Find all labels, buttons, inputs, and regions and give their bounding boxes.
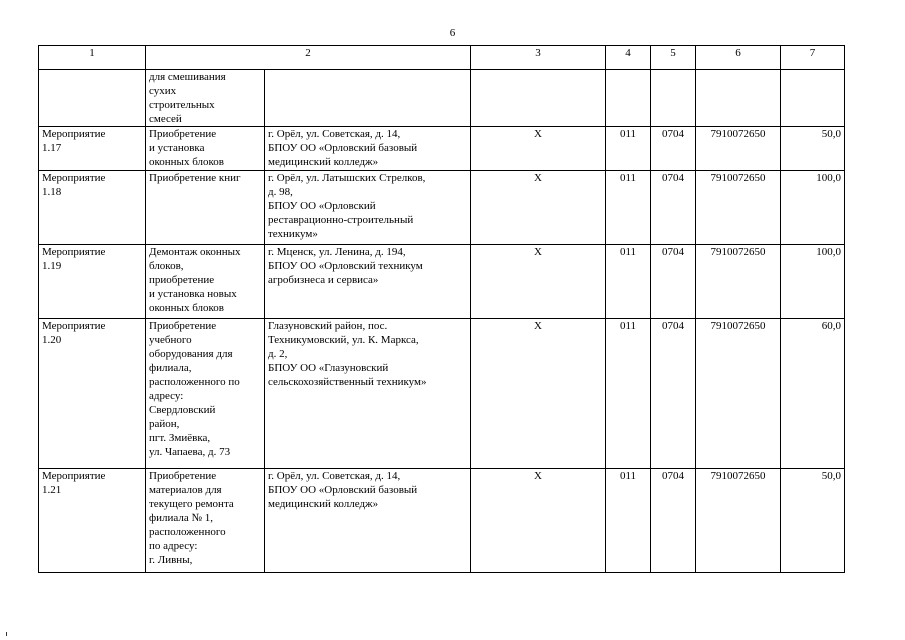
address-cell-line: реставрационно-строительный [268,214,414,226]
header-cell: 7 [781,46,845,70]
measure-action-cell-line: район, [149,418,180,430]
measure-action-cell-line: Приобретение [149,470,217,482]
measure-name-cell [39,469,146,573]
measure-action-cell-line: адресу: [149,390,184,402]
address-cell [265,319,471,469]
header-cell: 6 [696,46,781,70]
measure-action-cell [146,127,265,171]
col3-cell: Х [471,469,606,573]
address-cell-line: сельскохозяйственный техникум» [268,376,427,388]
measure-action-cell-line: пгт. Змиёвка, [149,432,211,444]
measure-action-cell-line: филиала № 1, [149,512,213,524]
measure-action-cell-line: Приобретение [149,320,217,332]
code-cell: 7910072650 [696,127,781,171]
address-cell-line: агробизнеса и сервиса» [268,274,379,286]
col4-cell: 011 [606,469,651,573]
header-row [39,46,845,70]
measure-name-cell-line: 1.20 [42,334,62,346]
measure-action-cell-line: расположенного [149,526,226,538]
col5-cell: 0704 [651,171,696,245]
address-cell-line: БПОУ ОО «Орловский базовый [268,142,418,154]
measure-name-cell-line: Мероприятие [42,246,106,258]
measure-name-cell-line: Мероприятие [42,320,106,332]
measure-name-cell-line: Мероприятие [42,172,106,184]
address-cell-line: БПОУ ОО «Глазуновский [268,362,389,374]
address-cell [265,245,471,319]
col4-cell: 011 [606,319,651,469]
measure-name-cell [39,127,146,171]
col3-cell [471,70,606,127]
measure-name-cell [39,319,146,469]
measure-action-cell-line: ул. Чапаева, д. 73 [149,446,231,458]
address-cell-line: БПОУ ОО «Орловский базовый [268,484,418,496]
measure-action-cell-line: и установка новых [149,288,237,300]
col5-cell: 0704 [651,127,696,171]
col3-cell: Х [471,319,606,469]
measure-action-cell-line: смесей [149,113,182,125]
header-cell: 5 [651,46,696,70]
measure-action-cell-line: материалов для [149,484,222,496]
address-cell-line: г. Мценск, ул. Ленина, д. 194, [268,246,406,258]
address-cell-line: г. Орёл, ул. Советская, д. 14, [268,470,401,482]
amount-cell: 100,0 [781,245,845,319]
measure-action-cell-line: блоков, [149,260,184,272]
measure-action-cell-line: расположенного по [149,376,240,388]
address-cell [265,469,471,573]
address-cell-line: г. Орёл, ул. Советская, д. 14, [268,128,401,140]
address-cell-line: техникум» [268,228,318,240]
measure-name-cell-line: 1.19 [42,260,62,272]
measure-action-cell [146,171,265,245]
table-row [39,319,845,469]
amount-cell: 50,0 [781,127,845,171]
address-cell [265,171,471,245]
measure-action-cell-line: сухих [149,85,177,97]
address-cell-line: медицинский колледж» [268,498,379,510]
address-cell [265,127,471,171]
measure-action-cell-line: Приобретение [149,128,217,140]
table-row [39,245,845,319]
address-cell-line: медицинский колледж» [268,156,379,168]
table-row [39,171,845,245]
measure-action-cell-line: оборудования для [149,348,233,360]
col4-cell: 011 [606,245,651,319]
measure-action-cell [146,469,265,573]
measure-action-cell [146,245,265,319]
col5-cell: 0704 [651,469,696,573]
code-cell: 7910072650 [696,469,781,573]
measure-action-cell-line: Демонтаж оконных [149,246,241,258]
measure-name-cell-line: 1.18 [42,186,62,198]
col3-cell: Х [471,127,606,171]
col4-cell [606,70,651,127]
measure-action-cell-line: учебного [149,334,192,346]
header-cell: 2 [146,46,471,70]
header-cell: 3 [471,46,606,70]
address-cell-line: д. 98, [268,186,293,198]
budget-table [38,45,845,573]
address-cell [265,70,471,127]
measure-action-cell-line: приобретение [149,274,215,286]
col4-cell: 011 [606,171,651,245]
amount-cell: 60,0 [781,319,845,469]
col3-cell: Х [471,171,606,245]
address-cell-line: БПОУ ОО «Орловский техникум [268,260,423,272]
col5-cell: 0704 [651,245,696,319]
scan-mark [6,632,7,636]
measure-action-cell-line: оконных блоков [149,302,224,314]
measure-action-cell-line: филиала, [149,362,192,374]
address-cell-line: Глазуновский район, пос. [268,320,388,332]
address-cell-line: БПОУ ОО «Орловский [268,200,376,212]
measure-name-cell [39,245,146,319]
code-cell [696,70,781,127]
col5-cell: 0704 [651,319,696,469]
measure-action-cell-line: строительных [149,99,215,111]
measure-action-cell-line: для смешивания [149,71,226,83]
measure-name-cell [39,171,146,245]
measure-name-cell [39,70,146,127]
measure-action-cell-line: текущего ремонта [149,498,234,510]
table-row [39,70,845,127]
table-row [39,127,845,171]
header-cell: 1 [39,46,146,70]
address-cell-line: Техникумовский, ул. К. Маркса, [268,334,419,346]
measure-action-cell-line: и установка [149,142,205,154]
address-cell-line: д. 2, [268,348,288,360]
measure-name-cell-line: Мероприятие [42,128,106,140]
code-cell: 7910072650 [696,171,781,245]
page-number: 6 [449,27,456,39]
measure-action-cell-line: Свердловский [149,404,216,416]
col5-cell [651,70,696,127]
measure-action-cell [146,319,265,469]
table-row [39,469,845,573]
measure-action-cell-line: по адресу: [149,540,198,552]
measure-action-cell-line: г. Ливны, [149,554,193,566]
measure-name-cell-line: Мероприятие [42,470,106,482]
measure-action-cell [146,70,265,127]
measure-action-cell-line: Приобретение книг [149,172,241,184]
measure-action-cell-line: оконных блоков [149,156,224,168]
amount-cell [781,70,845,127]
col4-cell: 011 [606,127,651,171]
address-cell-line: г. Орёл, ул. Латышских Стрелков, [268,172,426,184]
header-cell: 4 [606,46,651,70]
amount-cell: 50,0 [781,469,845,573]
measure-name-cell-line: 1.21 [42,484,62,496]
col3-cell: Х [471,245,606,319]
amount-cell: 100,0 [781,171,845,245]
code-cell: 7910072650 [696,245,781,319]
code-cell: 7910072650 [696,319,781,469]
measure-name-cell-line: 1.17 [42,142,62,154]
